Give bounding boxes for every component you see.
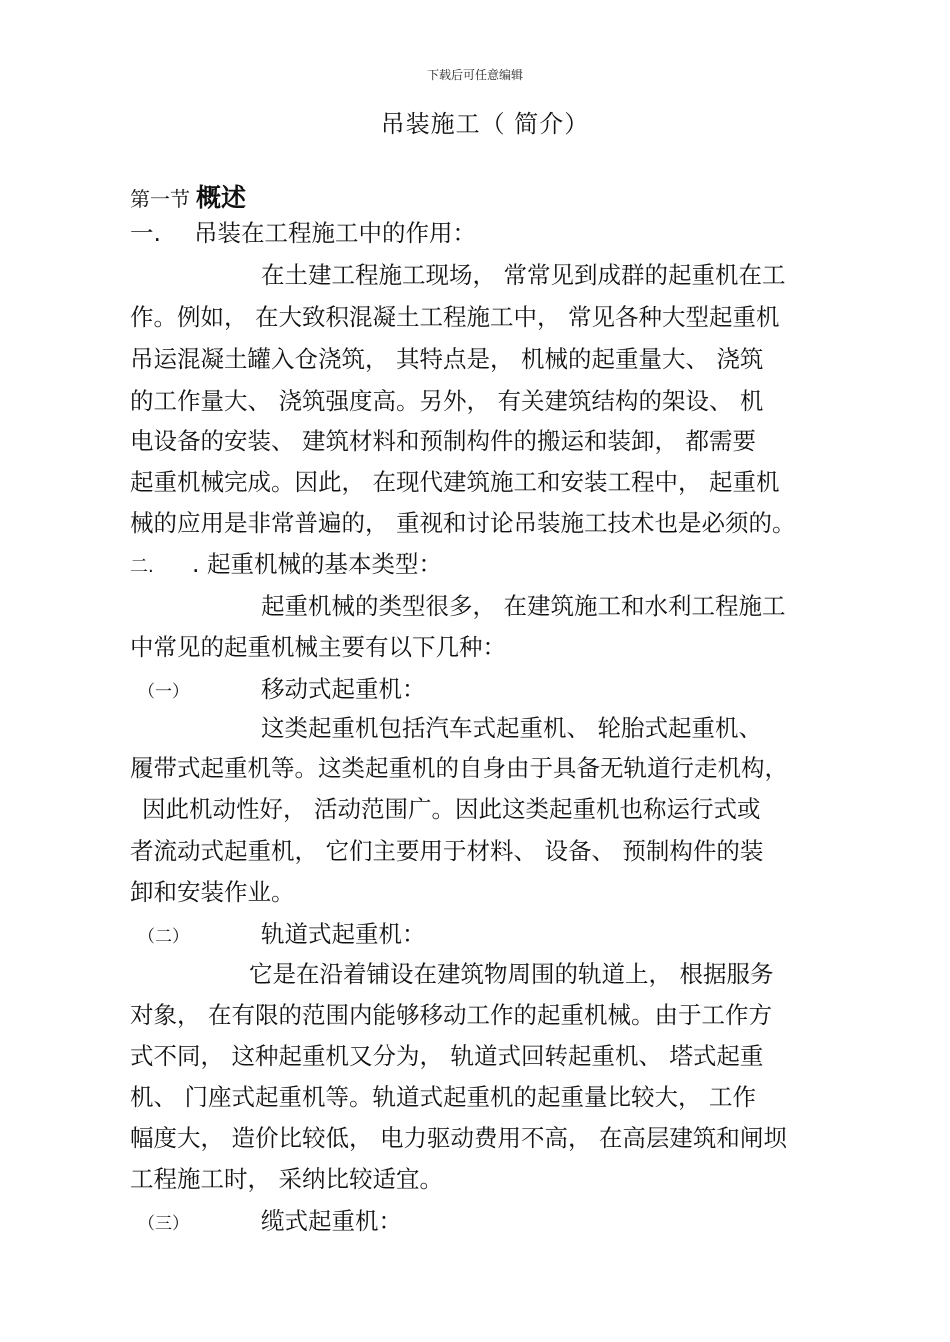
sub-2-marker: （二）: [138, 927, 189, 947]
para-1-line: 的工作量大、 浇筑强度高。另外， 有关建筑结构的架设、 机: [130, 387, 764, 415]
para-2-line: 中常见的起重机械主要有以下几种：: [130, 633, 506, 661]
para-1-line: 作。例如， 在大致积混凝土工程施工中， 常见各种大型起重机: [130, 303, 780, 331]
para-3-line: 卸和安装作业。: [130, 878, 295, 906]
sub-3-heading-line: [138, 1206, 402, 1239]
item-2-heading: . 起重机械的基本类型：: [192, 550, 442, 578]
para-4-line: 对象， 在有限的范围内能够移动工作的起重机械。由于工作方: [130, 1001, 772, 1029]
sub-1-heading: 移动式起重机：: [261, 675, 426, 703]
para-3-line: 这类起重机包括汽车式起重机、 轮胎式起重机、: [261, 714, 762, 742]
sub-1-heading-line: [138, 674, 426, 707]
item-2-heading-line: [130, 549, 442, 582]
para-1-line: 在土建工程施工现场， 常常见到成群的起重机在工: [261, 261, 786, 289]
para-3-line: 者流动式起重机， 它们主要用于材料、 设备、 预制构件的装: [130, 837, 764, 865]
document-title: 吊装施工（ 简介）: [380, 110, 590, 138]
para-4-line: 它是在沿着铺设在建筑物周围的轨道上， 根据服务: [249, 960, 774, 988]
sub-1-marker: （一）: [138, 682, 189, 702]
sub-2-heading: 轨道式起重机：: [261, 920, 426, 948]
para-4-line: 机、 门座式起重机等。轨道式起重机的起重量比较大， 工作: [130, 1083, 756, 1111]
item-1-marker: 一.: [130, 219, 161, 247]
para-2-line: 起重机械的类型很多， 在建筑施工和水利工程施工: [261, 592, 786, 620]
item-1-heading-line: [130, 218, 476, 248]
sub-3-marker: （三）: [138, 1214, 189, 1234]
para-4-line: 式不同， 这种起重机又分为， 轨道式回转起重机、 塔式起重: [130, 1042, 764, 1070]
para-3-line: 因此机动性好， 活动范围广。因此这类起重机也称运行式或: [142, 795, 761, 823]
item-2-marker: 二.: [130, 556, 154, 577]
para-1-line: 电设备的安装、 建筑材料和预制构件的搬运和装卸， 都需要: [130, 427, 756, 455]
section-heading: [130, 178, 246, 214]
sub-2-heading-line: [138, 919, 426, 952]
header-note: 下载后可任意编辑: [426, 68, 523, 82]
para-4-line: 工程施工时， 采纳比较适宜。: [130, 1165, 443, 1193]
section-number: 第一节: [130, 187, 190, 211]
section-name: 概述: [196, 183, 247, 212]
para-3-line: 履带式起重机等。这类起重机的自身由于具备无轨道行走机构，: [130, 754, 788, 782]
item-1-heading: 吊装在工程施工中的作用：: [194, 219, 476, 247]
para-4-line: 幅度大， 造价比较低， 电力驱动费用不高， 在高层建筑和闸坝: [130, 1124, 787, 1152]
para-1-line: 起重机械完成。因此， 在现代建筑施工和安装工程中， 起重机: [130, 468, 780, 496]
para-1-line: 吊运混凝土罐入仓浇筑， 其特点是， 机械的起重量大、 浇筑: [130, 345, 764, 373]
sub-3-heading: 缆式起重机：: [261, 1207, 402, 1235]
para-1-line: 械的应用是非常普遍的， 重视和讨论吊装施工技术也是必须的。: [130, 509, 796, 537]
